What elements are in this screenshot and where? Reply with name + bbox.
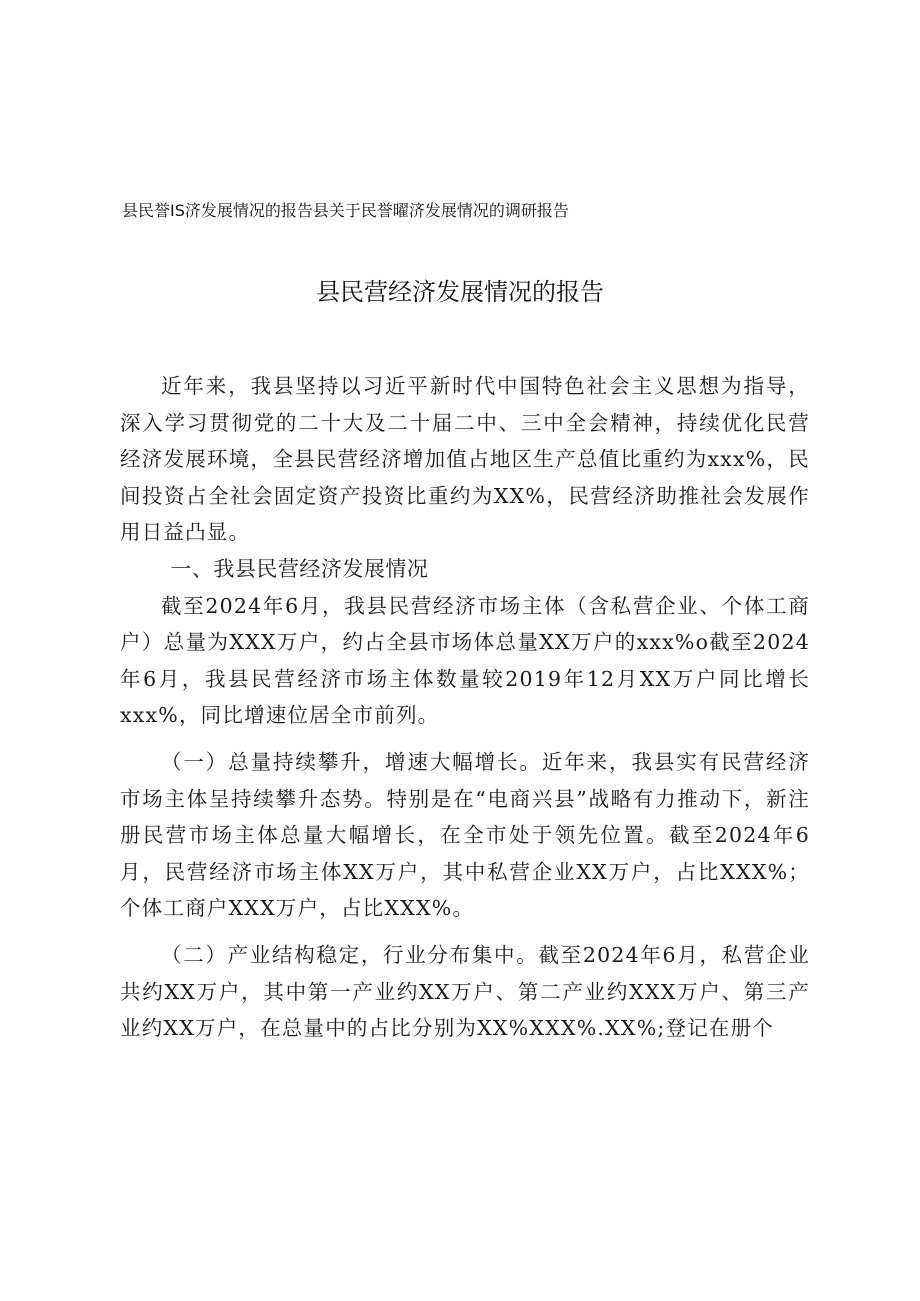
section-paragraph: 截至2024年6月，我县民营经济市场主体（含私营企业、个体工商户）总量为XXX万户，约占全县市场体总量XX万户的xxx%o截至2024年6月，我县民营经济市场主体数量较2019年12月XX万户同比增长xxx%，同比增速位居全市前列。 [120, 593, 810, 728]
subsection-paragraph-1: （一）总量持续攀升，增速大幅增长。近年来，我县实有民营经济市场主体呈持续攀升态势。特别是在“电商兴县”战略有力推动下，新注册民营市场主体总量大幅增长，在全市处于领先位置。截至2024年6月，民营经济市场主体XX万户，其中私营企业XX万户，占比XXX%；个体工商户XXX万户，占比XXX%。 [120, 749, 810, 921]
subsection-paragraph-2: （二）产业结构稳定，行业分布集中。截至2024年6月，私营企业共约XX万户，其中第一产业约XX万户、第二产业约XXX万户、第三产业约XX万户，在总量中的占比分别为XX%XXX%.XX%;登记在册个 [120, 942, 810, 1041]
section-heading: 一、我县民营经济发展情况 [170, 556, 429, 581]
document-title: 县民营经济发展情况的报告 [316, 278, 604, 306]
intro-paragraph: 近年来，我县坚持以习近平新时代中国特色社会主义思想为指导，深入学习贯彻党的二十大及二十届二中、三中全会精神，持续优化民营经济发展环境，全县民营经济增加值占地区生产总值比重约为xxx%，民间投资占全社会固定资产投资比重约为XX%，民营经济助推社会发展作用日益凸显。 [120, 374, 810, 545]
document-body [120, 368, 810, 1047]
document-header-line: 县民誉IS济发展情况的报告县关于民誉曜济发展情况的调研报告 [122, 201, 569, 220]
